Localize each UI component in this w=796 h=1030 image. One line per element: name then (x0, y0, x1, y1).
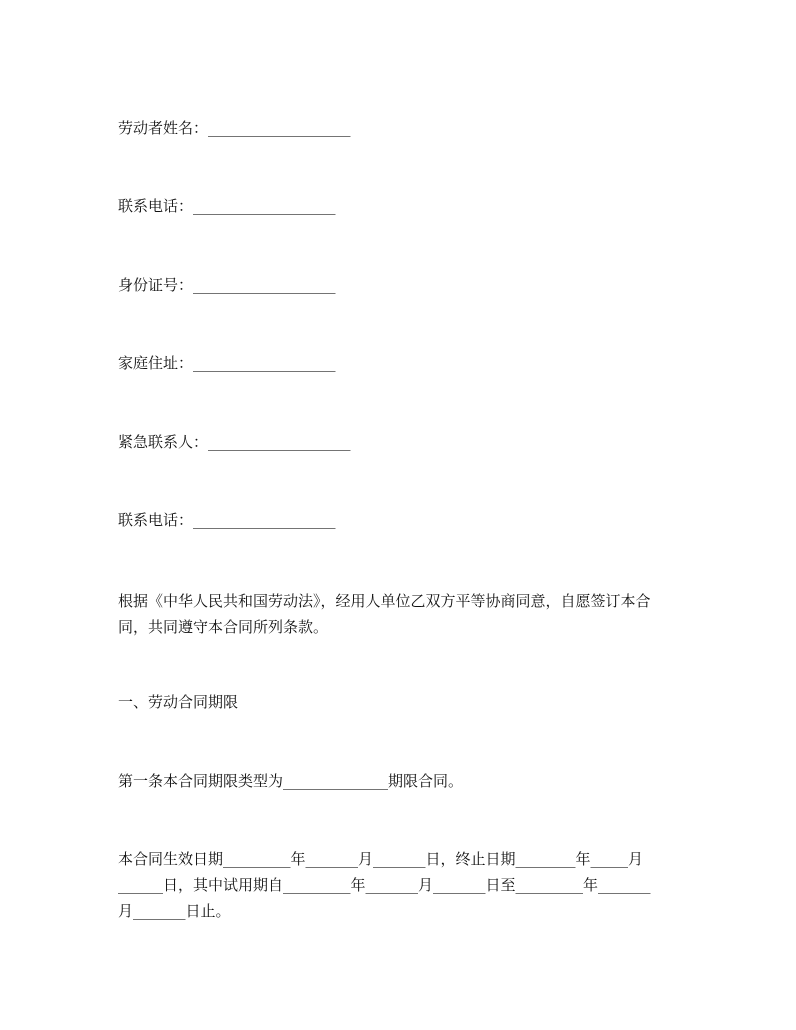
intro-line-2: 同，共同遵守本合同所列条款。 (118, 618, 329, 636)
emergency-phone-field: 联系电话：___________________ (118, 511, 336, 529)
term-line-1: 本合同生效日期_________年_______月_______日，终止日期________年_____月 (118, 850, 644, 868)
home-address-field: 家庭住址：___________________ (118, 354, 336, 372)
emergency-contact-field: 紧急联系人：___________________ (118, 433, 351, 451)
intro-paragraph (118, 588, 678, 640)
contract-term-paragraph (118, 846, 678, 924)
id-number-field: 身份证号：___________________ (118, 276, 336, 294)
term-line-2: ______日，其中试用期自_________年_______月_______日至_________年_______ (118, 876, 651, 894)
phone-field: 联系电话：___________________ (118, 197, 336, 215)
section-heading: 一、劳动合同期限 (118, 693, 239, 711)
article-1: 第一条本合同期限类型为______________期限合同。 (118, 772, 464, 790)
intro-line-1: 根据《中华人民共和国劳动法》，经用人单位乙双方平等协商同意，自愿签订本合 (118, 592, 651, 610)
worker-name-field: 劳动者姓名：___________________ (118, 119, 351, 137)
term-line-3: 月_______日止。 (118, 902, 231, 920)
